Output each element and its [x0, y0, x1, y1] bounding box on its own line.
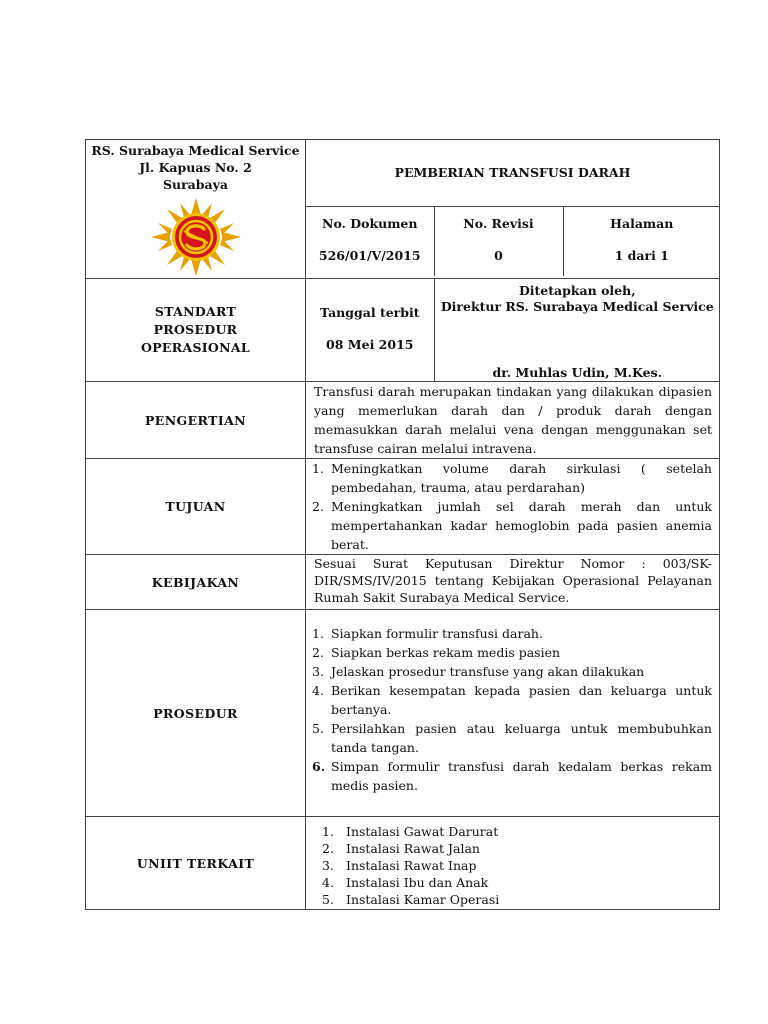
- hospital-identity-cell: [86, 140, 306, 279]
- list-item: 1. Siapkan formulir transfusi darah.: [312, 626, 543, 641]
- list-item: 2. Siapkan berkas rekam medis pasien: [312, 645, 561, 660]
- issue-date-value: 08 Mei 2015: [326, 337, 414, 352]
- document-meta-cell: [306, 206, 720, 278]
- hospital-name: RS. Surabaya Medical Service: [91, 143, 300, 158]
- pengertian-text: Transfusi darah merupakan tindakan yang dilakukan dipasien yang memerlukan darah dan / produk darah dengan memasukkan darah melalui vena dengan menggunakan set transfuse cairan melalui intravena.: [314, 384, 712, 456]
- doc-number-label: No. Dokumen: [322, 215, 418, 231]
- approver-title: Direktur RS. Surabaya Medical Service: [440, 299, 714, 314]
- approved-by-label: Ditetapkan oleh,: [518, 283, 636, 298]
- list-item: 4. Instalasi Ibu dan Anak: [322, 875, 489, 890]
- doc-number-value: 526/01/V/2015: [318, 247, 421, 263]
- approver-name: dr. Muhlas Udin, M.Kes.: [492, 365, 662, 380]
- prosedur-label: PROSEDUR: [86, 610, 306, 817]
- sop-document: [85, 139, 719, 910]
- sop-label-line2: PROSEDUR: [153, 322, 238, 337]
- list-item: 3. Instalasi Rawat Inap: [322, 858, 477, 873]
- kebijakan-label: KEBIJAKAN: [86, 555, 306, 610]
- page-cell: [563, 207, 720, 276]
- list-item: 2. Instalasi Rawat Jalan: [322, 841, 480, 856]
- list-item: 5. Persilahkan pasien atau keluarga untuk membubuhkan tanda tangan.: [312, 721, 712, 755]
- kebijakan-text: Sesuai Surat Keputusan Direktur Nomor : 003/SK-DIR/SMS/IV/2015 tentang Kebijakan Operasional Pelayanan Rumah Sakit Surabaya Medical Service.: [314, 556, 712, 605]
- issue-date-label: Tanggal terbit: [319, 305, 420, 320]
- list-item: 6. Simpan formulir transfusi darah kedalam berkas rekam medis pasien.: [312, 759, 712, 793]
- doc-number-cell: [306, 207, 434, 276]
- list-item: 5. Instalasi Kamar Operasi: [322, 892, 500, 907]
- page-label: Halaman: [610, 215, 674, 231]
- revision-label: No. Revisi: [463, 215, 534, 231]
- pengertian-label: PENGERTIAN: [86, 382, 306, 459]
- approver-cell: [434, 279, 720, 381]
- sop-label-line3: OPERASIONAL: [141, 340, 250, 355]
- page-value: 1 dari 1: [614, 247, 669, 263]
- document-title: PEMBERIAN TRANSFUSI DARAH: [306, 140, 720, 207]
- hospital-city: Surabaya: [162, 177, 228, 192]
- sop-approval-cell: [306, 279, 720, 382]
- list-item: 4. Berikan kesempatan kepada pasien dan keluarga untuk bertanya.: [312, 683, 712, 717]
- prosedur-content: [306, 610, 720, 817]
- revision-value: 0: [494, 247, 503, 263]
- list-item: 2. Meningkatkan jumlah sel darah merah dan untuk mempertahankan kadar hemoglobin pada pasien anemia berat.: [312, 499, 712, 552]
- document-meta-table: [306, 207, 720, 276]
- sun-s-logo-icon: [150, 196, 242, 278]
- sop-label-line1: STANDART: [154, 304, 237, 319]
- hospital-address: Jl. Kapuas No. 2: [139, 160, 252, 175]
- tujuan-label: TUJUAN: [86, 459, 306, 555]
- prosedur-list: [306, 610, 719, 795]
- list-item: 1. Instalasi Gawat Darurat: [322, 824, 499, 839]
- sop-approval-table: [306, 279, 720, 381]
- list-item: 1. Meningkatkan volume darah sirkulasi ( setelah pembedahan, trauma, atau perdarahan): [312, 461, 712, 495]
- issue-date-cell: [306, 279, 434, 381]
- unit-terkait-label: UNIIT TERKAIT: [86, 817, 306, 910]
- list-item: 3. Jelaskan prosedur transfuse yang akan dilakukan: [312, 664, 645, 679]
- revision-cell: [434, 207, 563, 276]
- kebijakan-content: [306, 555, 720, 610]
- sop-label-cell: [86, 279, 306, 382]
- tujuan-content: [306, 459, 720, 555]
- tujuan-list: [306, 459, 719, 554]
- unit-terkait-list: [306, 817, 719, 908]
- sop-table: [85, 139, 720, 910]
- pengertian-content: [306, 382, 720, 459]
- unit-terkait-content: [306, 817, 720, 910]
